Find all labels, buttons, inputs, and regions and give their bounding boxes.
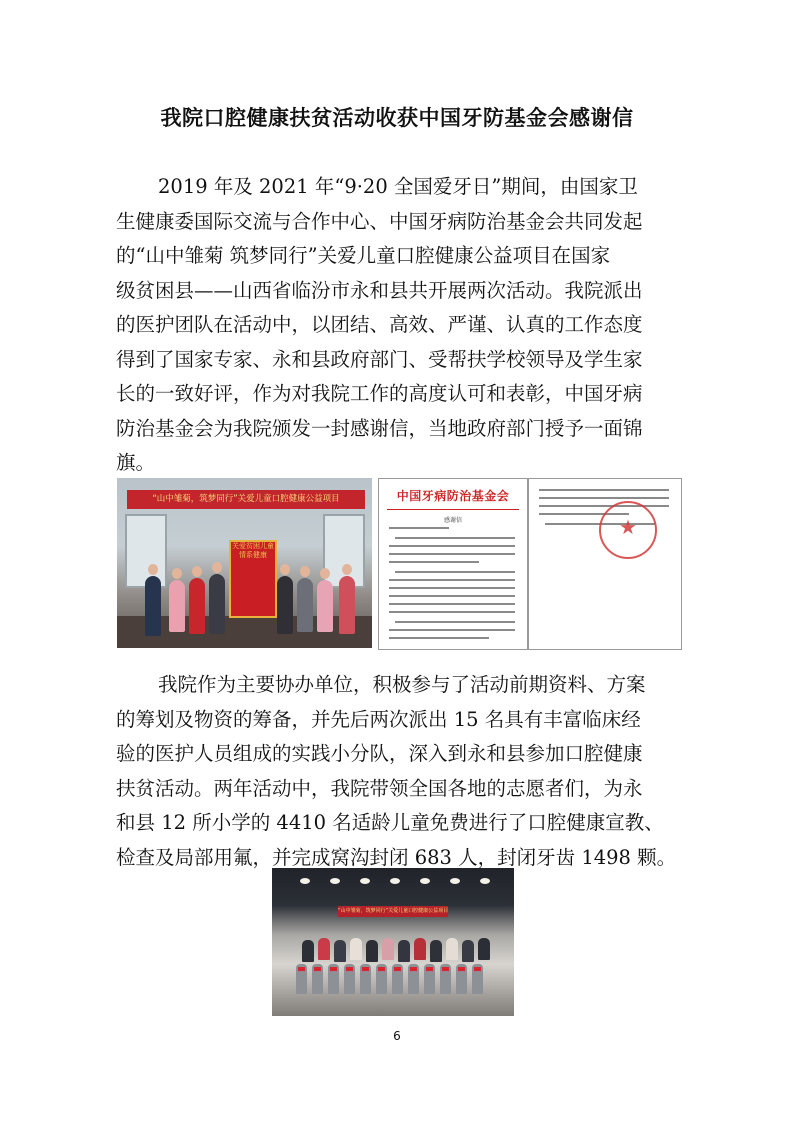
ceiling-lamp	[480, 878, 490, 884]
person	[145, 576, 161, 636]
paragraph-line: 检查及局部用氟，并完成窝沟封闭 683 人，封闭牙齿 1498 颗。	[116, 845, 677, 869]
ceiling-lamp	[390, 878, 400, 884]
person	[302, 940, 314, 962]
person	[277, 576, 293, 634]
person	[478, 938, 490, 960]
letter-text-line	[395, 571, 515, 573]
red-scarf	[394, 967, 401, 971]
letter-header-rule	[387, 509, 519, 510]
person-head	[300, 566, 310, 577]
person	[462, 940, 474, 962]
person-head	[320, 568, 330, 579]
paragraph-line: 的医护团队在活动中，以团结、高效、严谨、认真的工作态度	[116, 313, 643, 336]
person	[318, 938, 330, 960]
letter-text-line	[395, 537, 515, 539]
ceiling-lamp	[330, 878, 340, 884]
person	[317, 580, 333, 632]
letter-text-line	[389, 637, 489, 639]
person	[382, 938, 394, 960]
letter-subtitle: 感谢信	[443, 517, 462, 524]
letter-text-line	[389, 561, 479, 563]
letter-text-line	[389, 587, 515, 589]
paragraph-line: 的“山中雏菊 筑梦同行”关爱儿童口腔健康公益项目在国家	[116, 244, 611, 267]
paragraph-line: 扶贫活动。两年活动中，我院带领全国各地的志愿者们，为永	[116, 776, 643, 800]
red-scarf	[314, 967, 321, 971]
person	[169, 580, 185, 632]
letter-text-line	[389, 611, 515, 613]
red-scarf	[442, 967, 449, 971]
page-title: 我院口腔健康扶贫活动收获中国牙防基金会感谢信	[160, 106, 634, 130]
ceiling-lamp	[450, 878, 460, 884]
letter-text-line	[389, 603, 515, 605]
person	[350, 938, 362, 960]
person	[430, 940, 442, 962]
page-number: 6	[393, 1029, 401, 1043]
letter-text-line	[539, 497, 669, 499]
red-scarf	[298, 967, 305, 971]
paragraph-line: 级贫困县——山西省临汾市永和县共开展两次活动。我院派出	[116, 278, 643, 302]
person	[339, 576, 355, 634]
person-head	[280, 564, 290, 575]
red-scarf	[458, 967, 465, 971]
person	[446, 938, 458, 960]
paragraph-line: 生健康委国际交流与合作中心、中国牙病防治基金会共同发起	[116, 209, 643, 233]
thank-you-letter-page-1	[378, 478, 528, 650]
letter-text-line	[539, 489, 669, 491]
letter-text-line	[389, 629, 515, 631]
person	[209, 574, 225, 634]
paragraph-line: 我院作为主要协办单位，积极参与了活动前期资料、方案	[158, 673, 646, 696]
letter-text-line	[389, 545, 515, 547]
red-scarf	[362, 967, 369, 971]
paragraph-line: 验的医护人员组成的实践小分队，深入到永和县参加口腔健康	[116, 742, 643, 765]
person-head	[342, 564, 352, 575]
paragraph-line: 2019 年及 2021 年“9·20 全国爱牙日”期间，由国家卫	[158, 175, 638, 198]
letter-text-line	[539, 505, 669, 507]
photo-banner: “山中雏菊，筑梦同行”关爱儿童口腔健康公益项目	[127, 490, 365, 509]
school-group-photo	[272, 868, 514, 1016]
red-scarf	[426, 967, 433, 971]
letter-text-line	[389, 553, 515, 555]
ceiling-lamp	[360, 878, 370, 884]
person	[366, 940, 378, 962]
letter-text-line	[389, 579, 515, 581]
red-scarf	[378, 967, 385, 971]
window	[125, 514, 167, 588]
person-head	[148, 564, 158, 575]
letter-text-line	[389, 595, 515, 597]
official-seal	[599, 501, 657, 559]
red-scarf	[346, 967, 353, 971]
person	[189, 578, 205, 634]
person	[398, 940, 410, 962]
person-head	[172, 568, 182, 579]
letter-text-line	[395, 621, 515, 623]
person-head	[192, 566, 202, 577]
paragraph-1	[116, 170, 682, 481]
paragraph-line: 防治基金会为我院颁发一封感谢信，当地政府部门授予一面锦	[116, 416, 643, 440]
thank-you-letter-page-2	[528, 478, 682, 650]
person-head	[212, 562, 222, 573]
photo-banner: “山中雏菊，筑梦同行”关爱儿童口腔健康公益项目	[338, 906, 448, 917]
paragraph-line: 和县 12 所小学的 4410 名适龄儿童免费进行了口腔健康宣教、	[116, 811, 664, 834]
person	[414, 938, 426, 960]
paragraph-line: 长的一致好评，作为对我院工作的高度认可和表彰，中国牙病	[116, 382, 643, 405]
letter-text-line	[389, 527, 449, 529]
person	[334, 940, 346, 962]
paragraph-line: 得到了国家专家、永和县政府部门、受帮扶学校领导及学生家	[116, 347, 643, 371]
letter-header: 中国牙病防治基金会	[396, 489, 510, 503]
seal-star-icon: ★	[619, 515, 637, 539]
ceiling-lamp	[420, 878, 430, 884]
paragraph-line: 的筹划及物资的筹备，并先后两次派出 15 名具有丰富临床经	[116, 707, 641, 731]
group-photo-with-pennant	[117, 478, 372, 648]
person	[297, 578, 313, 632]
ceiling-lamp	[300, 878, 310, 884]
red-scarf	[474, 967, 481, 971]
pennant: 关爱贫困儿童 情系健康	[229, 540, 277, 618]
paragraph-2	[116, 668, 682, 875]
red-scarf	[330, 967, 337, 971]
paragraph-line: 旗。	[116, 451, 156, 474]
red-scarf	[410, 967, 417, 971]
